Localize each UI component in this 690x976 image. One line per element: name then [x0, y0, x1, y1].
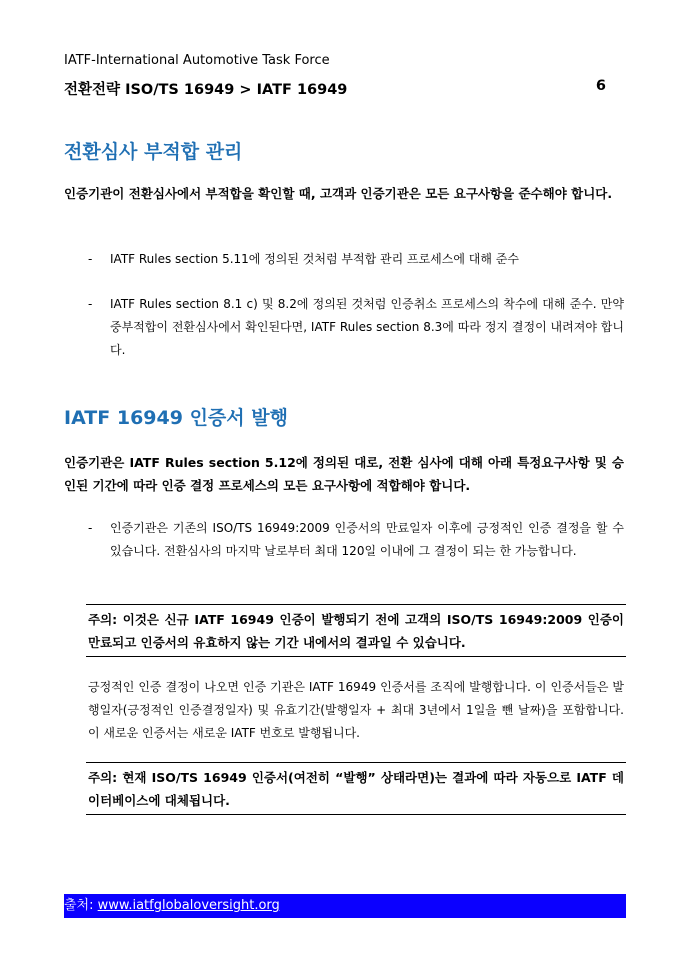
section1-bullet-1 [88, 248, 624, 271]
bullet-dash: - [88, 297, 93, 311]
section2-paragraph: 긍정적인 인증 결정이 나오면 인증 기관은 IATF 16949 인증서를 조직에 발행합니다. 이 인증서들은 발행일자(긍정적인 인증결정일자) 및 유효기간(발행일자 + 최대 3년에서 1일을 뺀 날짜)을 포함합니다. 이 새로운 인증서는 새로운 IATF 번호로 발행됩니다. [88, 680, 624, 740]
section1-lead: 인증기관이 전환심사에서 부적합을 확인할 때, 고객과 인증기관은 모든 요구사항을 준수해야 합니다. [64, 186, 613, 201]
page-number: 6 [595, 78, 606, 94]
note-box-2: 주의: 현재 ISO/TS 16949 인증서(여전히 “발행” 상태라면)는 결과에 따라 자동으로 IATF 데이터베이스에 대체됩니다. [86, 762, 626, 815]
bullet-dash: - [88, 521, 93, 535]
header-org: IATF-International Automotive Task Force [64, 53, 330, 68]
footer-link[interactable]: www.iatfglobaloversight.org [97, 898, 280, 913]
section2-bullet-1 [88, 517, 624, 563]
bullet-dash: - [88, 252, 93, 266]
section-heading-certificate: IATF 16949 인증서 발행 [64, 407, 288, 429]
note-box-1: 주의: 이것은 신규 IATF 16949 인증이 발행되기 전에 고객의 ISO/TS 16949:2009 인증이 만료되고 인증서의 유효하지 않는 기간 내에서의 결과일 수 있습니다. [86, 604, 626, 657]
header-title-row [64, 78, 606, 99]
section-heading-nonconformity: 전환심사 부적합 관리 [64, 141, 243, 163]
footer-label: 출처: [64, 898, 98, 913]
footer-source-bar [64, 894, 626, 918]
bullet-text: IATF Rules section 8.1 c) 및 8.2에 정의된 것처럼 인증취소 프로세스의 착수에 대해 준수. 만약 중부적합이 전환심사에서 확인된다면, IATF Rules section 8.3에 따라 정지 결정이 내려져야 합니다. [110, 297, 624, 357]
bullet-text: IATF Rules section 5.11에 정의된 것처럼 부적합 관리 프로세스에 대해 준수 [110, 252, 519, 266]
header-title: 전환전략 ISO/TS 16949 > IATF 16949 [64, 82, 348, 98]
section2-lead: 인증기관은 IATF Rules section 5.12에 정의된 대로, 전환 심사에 대해 아래 특정요구사항 및 승인된 기간에 따라 인증 결정 프로세스의 모든 요구사항에 적합해야 합니다. [64, 455, 624, 493]
section1-bullet-2 [88, 293, 624, 362]
bullet-text: 인증기관은 기존의 ISO/TS 16949:2009 인증서의 만료일자 이후에 긍정적인 인증 결정을 할 수 있습니다. 전환심사의 마지막 날로부터 최대 120일 이내에 그 결정이 되는 한 가능합니다. [110, 521, 624, 558]
